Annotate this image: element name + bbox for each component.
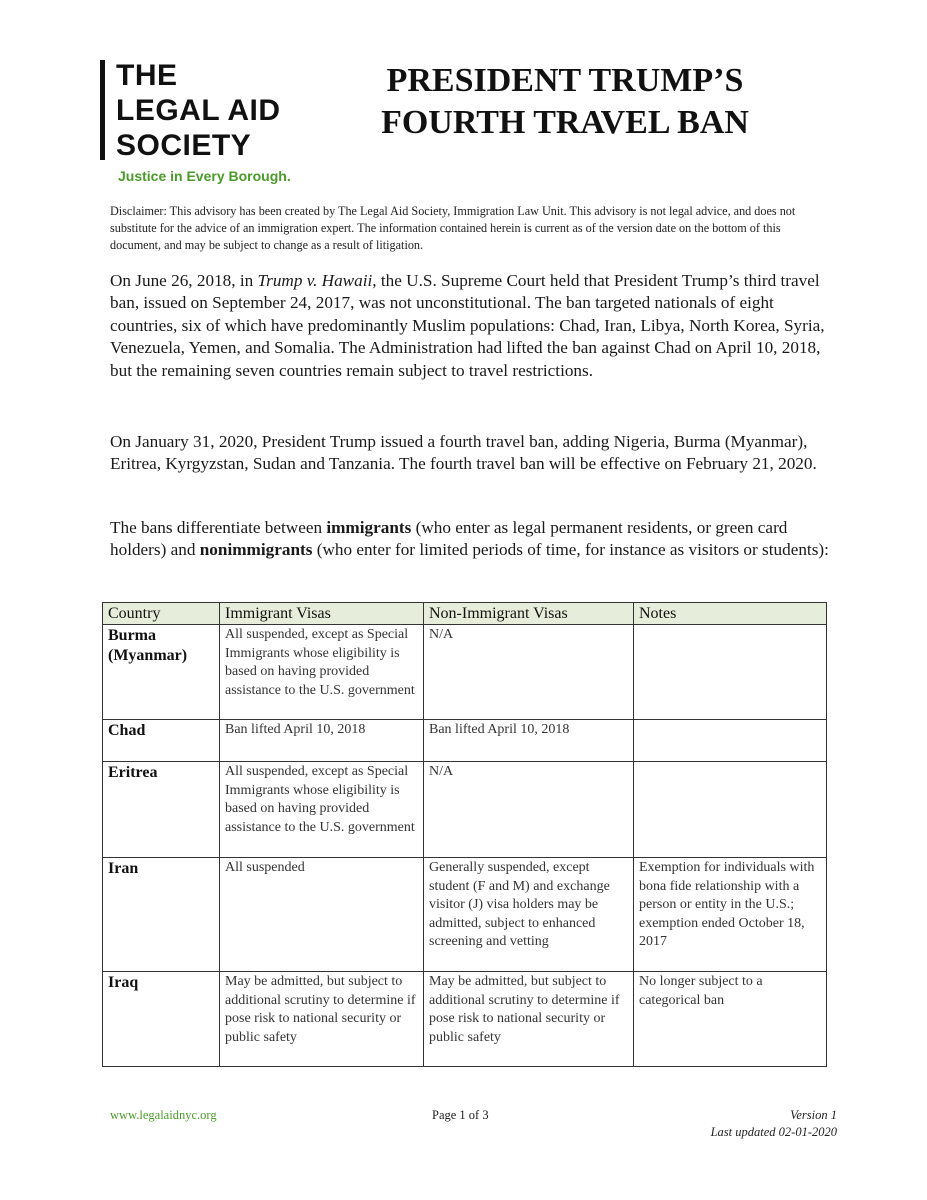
- header-non-immigrant-visas: Non-Immigrant Visas: [424, 603, 634, 625]
- paragraph-definitions: [110, 517, 838, 562]
- text-span: (who enter as legal permanent residents, or green card holders) and: [110, 518, 788, 560]
- logo-tagline: Justice in Every Borough.: [118, 168, 291, 184]
- footer-page-number: Page 1 of 3: [432, 1108, 489, 1122]
- cell-notes: [634, 720, 827, 762]
- paragraph-fourth-ban: On January 31, 2020, President Trump issued a fourth travel ban, adding Nigeria, Burma (Myanmar), Eritrea, Kyrgyzstan, Sudan and Tanzania. The fourth travel ban will be effective on February 21, 2020.: [110, 432, 817, 474]
- cell-country: Chad: [103, 720, 220, 762]
- table-row: [103, 625, 827, 720]
- cell-notes: [634, 625, 827, 720]
- cell-country: Eritrea: [103, 762, 220, 858]
- cell-nonimmigrant: Generally suspended, except student (F and M) and exchange visitor (J) visa holders may be admitted, subject to enhanced screening and vetting: [424, 858, 634, 972]
- cell-notes: [634, 762, 827, 858]
- cell-notes: No longer subject to a categorical ban: [634, 972, 827, 1067]
- last-updated: Last updated 02-01-2020: [710, 1125, 837, 1139]
- cell-immigrant: All suspended, except as Special Immigrants whose eligibility is based on having provided assistance to the U.S. government: [220, 625, 424, 720]
- title-line: FOURTH TRAVEL BAN: [381, 104, 749, 141]
- term-immigrants: immigrants: [326, 518, 412, 537]
- cell-notes: Exemption for individuals with bona fide relationship with a person or entity in the U.S.; exemption ended October 18, 2017: [634, 858, 827, 972]
- title-line: PRESIDENT TRUMP’S: [386, 62, 744, 99]
- cell-immigrant: All suspended: [220, 858, 424, 972]
- table-row: [103, 858, 827, 972]
- header-immigrant-visas: Immigrant Visas: [220, 603, 424, 625]
- cell-immigrant: Ban lifted April 10, 2018: [220, 720, 424, 762]
- logo-line: SOCIETY: [116, 129, 252, 162]
- travel-ban-table: [102, 602, 827, 1067]
- text-span: The bans differentiate between: [110, 518, 327, 537]
- table-row: [103, 762, 827, 858]
- logo-line: THE: [116, 59, 178, 92]
- footer-website-link[interactable]: www.legalaidnyc.org: [110, 1108, 217, 1122]
- cell-country: Iraq: [103, 972, 220, 1067]
- document-title: [340, 60, 790, 144]
- cell-nonimmigrant: May be admitted, but subject to additional scrutiny to determine if pose risk to national security or public safety: [424, 972, 634, 1067]
- text-span: (who enter for limited periods of time, for instance as visitors or students):: [312, 540, 829, 560]
- cell-country: Iran: [103, 858, 220, 972]
- cell-country: Burma (Myanmar): [103, 625, 220, 720]
- cell-nonimmigrant: N/A: [424, 762, 634, 858]
- table-header-row: [103, 603, 827, 625]
- header-country: Country: [103, 603, 220, 625]
- logo-line: LEGAL AID: [116, 94, 281, 127]
- version-label: Version 1: [790, 1108, 837, 1122]
- case-name: Trump v. Hawaii: [257, 271, 373, 290]
- logo-bar: [100, 60, 105, 160]
- cell-immigrant: May be admitted, but subject to additional scrutiny to determine if pose risk to national security or public safety: [220, 972, 424, 1067]
- term-nonimmigrants: nonimmigrants: [199, 540, 313, 560]
- footer-version: [711, 1107, 837, 1141]
- paragraph-supreme-court: [110, 270, 838, 382]
- header-notes: Notes: [634, 603, 827, 625]
- text-span: On June 26, 2018, in: [110, 271, 258, 290]
- table-row: [103, 720, 827, 762]
- logo-wordmark: [116, 58, 281, 163]
- disclaimer: Disclaimer: This advisory has been created by The Legal Aid Society, Immigration Law Unit. This advisory is not legal advice, and does not substitute for the advice of an immigration expert. The information contained herein is current as of the version date on the bottom of this document, and may be subject to change as a result of litigation.: [110, 204, 796, 252]
- table-row: [103, 972, 827, 1067]
- cell-nonimmigrant: Ban lifted April 10, 2018: [424, 720, 634, 762]
- text-span: , the U.S. Supreme Court held that President Trump’s third travel ban, issued on September 24, 2017, was not unconstitutional. The ban targeted nationals of eight countries, six of which have predominantly Muslim populations: Chad, Iran, Libya, North Korea, Syria, Venezuela, Yemen, and Somalia. The Administration had lifted the ban against Chad on April 10, 2018, but the remaining seven countries remain subject to travel restrictions.: [110, 271, 825, 380]
- cell-immigrant: All suspended, except as Special Immigrants whose eligibility is based on having provided assistance to the U.S. government: [220, 762, 424, 858]
- cell-nonimmigrant: N/A: [424, 625, 634, 720]
